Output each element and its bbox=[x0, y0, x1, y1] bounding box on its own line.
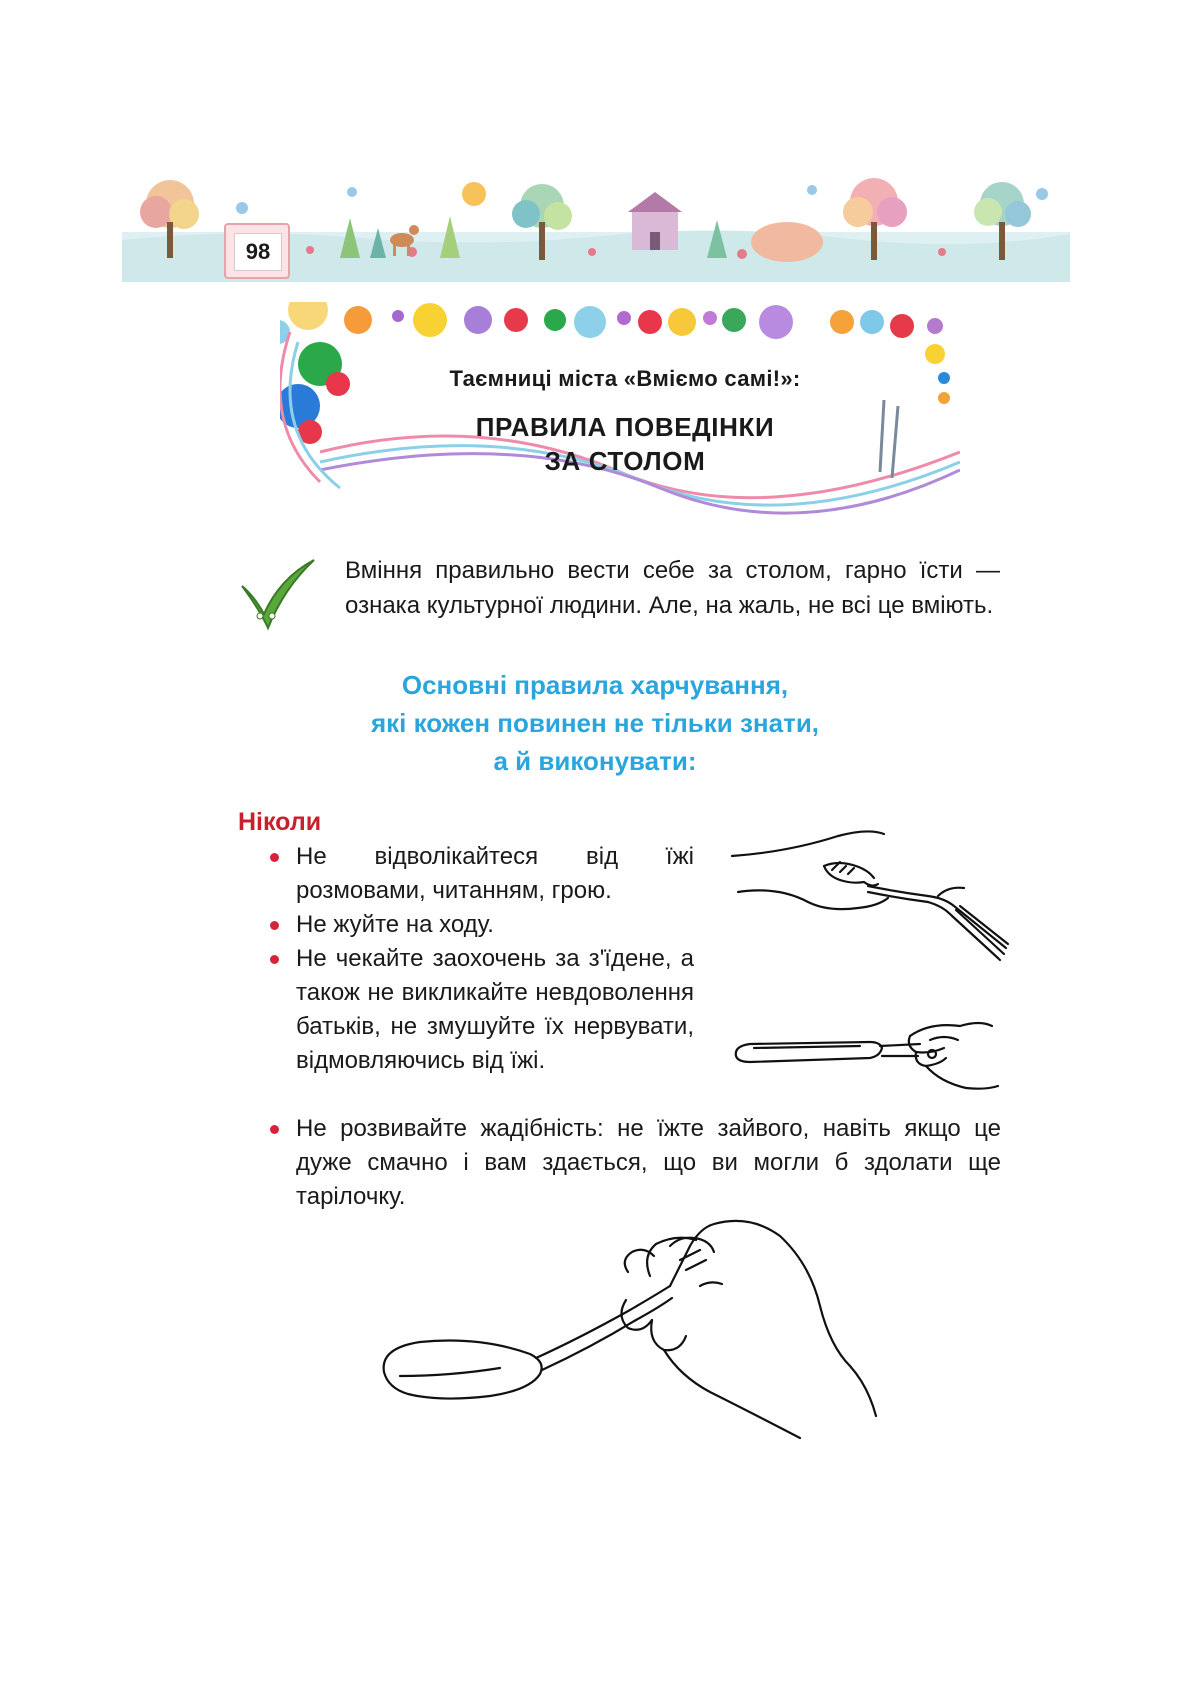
knife-hand-illustration bbox=[730, 1006, 1002, 1100]
never-rule-text: Не відволікайтеся від їжі розмовами, читанням, грою. bbox=[296, 843, 694, 904]
never-label: Ніколи bbox=[238, 808, 322, 836]
rules-heading bbox=[250, 666, 940, 780]
section-title-line-2: ЗА СТОЛОМ bbox=[544, 446, 706, 476]
never-rule-item bbox=[296, 942, 694, 1078]
fork-hand-illustration bbox=[728, 826, 1010, 972]
bullet-icon bbox=[270, 955, 279, 964]
section-subtitle: Таємниці міста «Вміємо самі!»: bbox=[449, 366, 801, 391]
bullet-icon bbox=[270, 853, 279, 862]
bullet-icon bbox=[270, 921, 279, 930]
never-rule-text: Не жуйте на ходу. bbox=[296, 911, 494, 938]
intro-paragraph: Вміння правильно вести себе за столом, гарно їсти — ознака культурної людини. Але, на жаль, не всі це вміють. bbox=[345, 557, 1000, 619]
section-title-line-1: ПРАВИЛА ПОВЕДІНКИ bbox=[475, 412, 775, 442]
section-title bbox=[380, 410, 870, 478]
rules-heading-line-3: а й виконувати: bbox=[493, 746, 697, 776]
never-rule-item bbox=[296, 1112, 1001, 1214]
never-rule-item bbox=[296, 840, 694, 908]
page-number-badge bbox=[224, 223, 290, 279]
page-number: 98 bbox=[234, 233, 282, 271]
bullet-icon bbox=[270, 1125, 279, 1134]
never-rule-text: Не чекайте заохочень за з'їдене, а також не викликайте невдоволення батьків, не змушуйте їх нервувати, відмовляючись від їжі. bbox=[296, 945, 694, 1074]
rules-heading-line-2: які кожен повинен не тільки знати, bbox=[370, 708, 820, 738]
rules-heading-line-1: Основні правила харчування, bbox=[401, 670, 789, 700]
never-rule-item bbox=[296, 908, 694, 942]
never-rule-text: Не розвивайте жадібність: не їжте зайвого, навіть якщо це дуже смачно і вам здається, що ви могли б здолати ще тарілочку. bbox=[296, 1115, 1001, 1210]
spoon-hand-illustration bbox=[380, 1216, 880, 1442]
checkmark-icon bbox=[238, 556, 318, 632]
